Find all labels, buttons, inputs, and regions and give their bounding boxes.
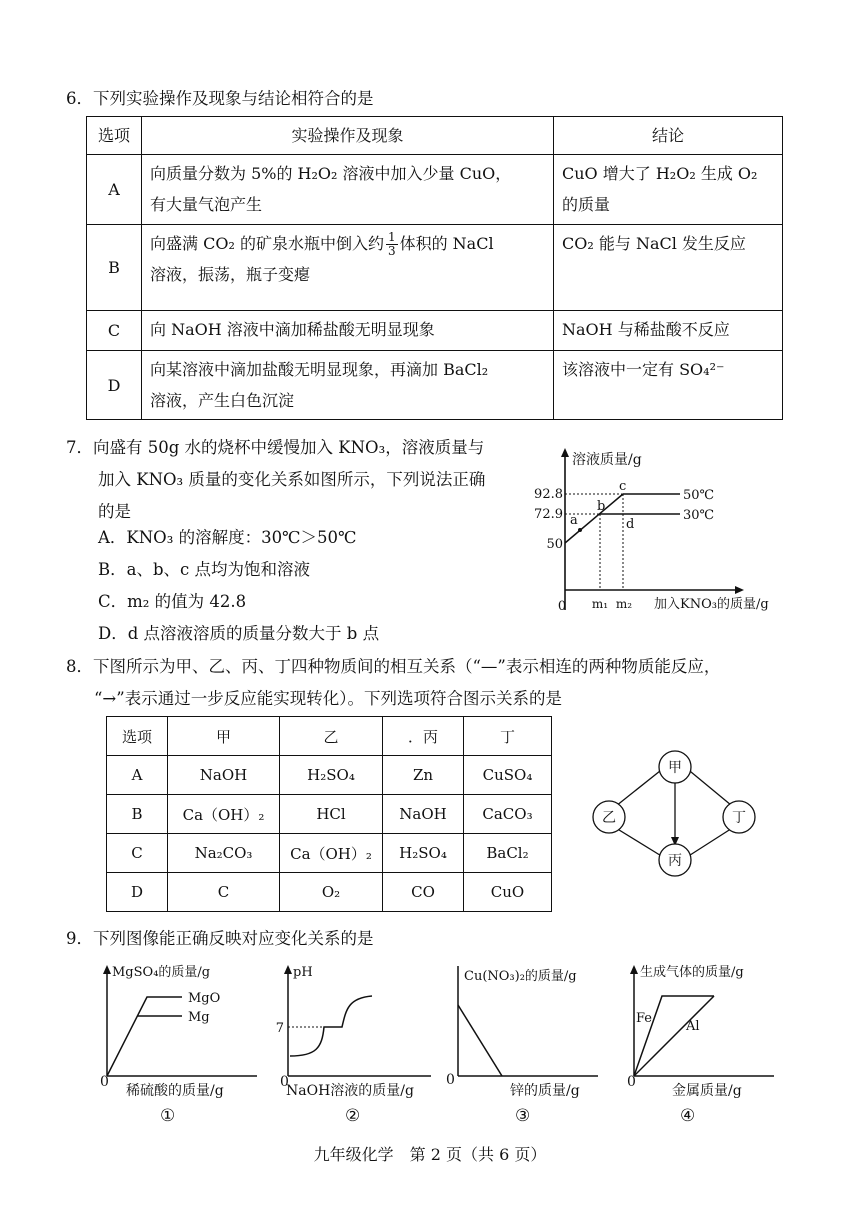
curve-al — [634, 996, 714, 1076]
y-axis-label: MgSO₄的质量/g — [112, 965, 211, 980]
decreasing-line — [458, 1005, 502, 1076]
label-mgo: MgO — [188, 991, 221, 1006]
cell: C — [107, 834, 168, 873]
q6-conclusion-d: 该溶液中一定有 SO₄²⁻ — [554, 351, 783, 420]
cell: Ca（OH）₂ — [168, 795, 280, 834]
origin-label: 0 — [100, 1074, 109, 1090]
cell: D — [107, 873, 168, 912]
ph-curve — [290, 996, 372, 1056]
q7-stem: 7．向盛有 50g 水的烧杯中缓慢加入 KNO₃，溶液质量与 加入 KNO₃ 质量的变化关系如图所示，下列说法正确 的是 — [66, 438, 486, 521]
q9-graph-4 — [624, 958, 784, 1078]
table-row — [87, 155, 783, 225]
x-axis-label: 稀硫酸的质量/g — [126, 1083, 224, 1099]
node-jia: 甲 — [668, 760, 682, 776]
y-axis-label: 生成气体的质量/g — [640, 965, 744, 980]
q6-conclusion-b: CO₂ 能与 NaCl 发生反应 — [554, 225, 783, 311]
point-d: d — [626, 517, 635, 532]
cell: HCl — [280, 795, 383, 834]
q8-stem: 8．下图所示为甲、乙、丙、丁四种物质间的相互关系（“—”表示相连的两种物质能反应， “→”表示通过一步反应能实现转化）。下列选项符合图示关系的是 — [66, 657, 721, 708]
q7-solution-graph — [520, 440, 800, 620]
q7-option-b: B．a、b、c 点均为饱和溶液 — [98, 560, 311, 579]
table-row — [87, 311, 783, 351]
origin-label: 0 — [280, 1074, 289, 1090]
q6-operation-c: 向 NaOH 溶液中滴加稀盐酸无明显现象 — [142, 311, 554, 351]
q9-graph-3 — [448, 958, 608, 1078]
x-axis-label: 金属质量/g — [672, 1083, 742, 1099]
q8-header-bing: ．丙 — [383, 717, 464, 756]
q8-relation-diagram — [585, 745, 765, 885]
cell: CO — [383, 873, 464, 912]
label-al: Al — [686, 1019, 700, 1034]
cell: CuSO₄ — [464, 756, 552, 795]
cell: Zn — [383, 756, 464, 795]
q8-header-jia: 甲 — [168, 717, 280, 756]
q6-option-c: C — [87, 311, 142, 351]
table-row — [87, 225, 783, 311]
fraction: $\frac{1}{3}$ — [387, 230, 396, 258]
q6-option-a: A — [87, 155, 142, 225]
q6-conclusion-a: CuO 增大了 H₂O₂ 生成 O₂ 的质量 — [554, 155, 783, 225]
cell: Ca（OH）₂ — [280, 834, 383, 873]
q6-operation-a: 向质量分数为 5%的 H₂O₂ 溶液中加入少量 CuO， 有大量气泡产生 — [142, 155, 554, 225]
table-row — [107, 834, 552, 873]
caption-1: ① — [160, 1106, 176, 1126]
q6-operation-b: 向盛满 CO₂ 的矿泉水瓶中倒入约 $\frac{1}{3}$ 体积的 NaCl 溶液，振荡，瓶子变瘪 — [142, 225, 554, 311]
q6-stem: 6．下列实验操作及现象与结论相符合的是 — [66, 89, 374, 108]
cell: A — [107, 756, 168, 795]
q9-graph-1 — [92, 958, 262, 1078]
y-tick-92-8: 92.8 — [534, 487, 563, 502]
q9-stem: 9．下列图像能正确反映对应变化关系的是 — [66, 929, 374, 948]
curve-mgo — [107, 997, 182, 1076]
x-axis-label: 加入KNO₃的质量/g — [654, 597, 769, 612]
q6-option-d: D — [87, 351, 142, 420]
y-tick-72-9: 72.9 — [534, 507, 563, 522]
label-50c: 50℃ — [683, 488, 715, 503]
q8-header-yi: 乙 — [280, 717, 383, 756]
y-tick-7: 7 — [276, 1021, 284, 1036]
q7-options — [98, 522, 379, 650]
cell: H₂SO₄ — [280, 756, 383, 795]
caption-2: ② — [345, 1106, 361, 1126]
x-axis-label: NaOH溶液的质量/g — [286, 1083, 414, 1099]
q6-table — [86, 116, 783, 420]
q8-header-option: 选项 — [107, 717, 168, 756]
page-footer: 九年级化学 第 2 页（共 6 页） — [313, 1145, 547, 1164]
x-tick-m1: m₁ — [591, 597, 609, 611]
label-mg: Mg — [188, 1010, 210, 1025]
q6-header-operation: 实验操作及现象 — [142, 117, 554, 155]
x-axis-label: 锌的质量/g — [510, 1083, 580, 1099]
y-axis-label: 溶液质量/g — [572, 452, 642, 468]
origin-label: 0 — [627, 1074, 636, 1090]
cell: C — [168, 873, 280, 912]
table-row — [87, 351, 783, 420]
q6-header-option: 选项 — [87, 117, 142, 155]
q6-header-conclusion: 结论 — [554, 117, 783, 155]
table-row — [107, 795, 552, 834]
node-ding: 丁 — [732, 810, 746, 826]
q6-option-b: B — [87, 225, 142, 311]
label-fe: Fe — [636, 1011, 653, 1026]
q8-header-ding: 丁 — [464, 717, 552, 756]
label-30c: 30℃ — [683, 508, 715, 523]
cell: NaOH — [383, 795, 464, 834]
cell: CuO — [464, 873, 552, 912]
node-yi: 乙 — [602, 810, 616, 826]
cell: H₂SO₄ — [383, 834, 464, 873]
cell: O₂ — [280, 873, 383, 912]
y-axis-label: pH — [293, 965, 313, 980]
y-axis-label: Cu(NO₃)₂的质量/g — [464, 969, 577, 984]
q8-table — [106, 716, 552, 912]
origin-label: 0 — [557, 599, 567, 614]
point-b: b — [597, 499, 606, 514]
caption-4: ④ — [680, 1106, 696, 1126]
cell: B — [107, 795, 168, 834]
table-row — [107, 873, 552, 912]
x-tick-m2: m₂ — [615, 597, 633, 611]
caption-3: ③ — [515, 1106, 531, 1126]
origin-label: 0 — [446, 1072, 455, 1088]
point-c: c — [619, 479, 627, 494]
q6-operation-d: 向某溶液中滴加盐酸无明显现象，再滴加 BaCl₂ 溶液，产生白色沉淀 — [142, 351, 554, 420]
q7-option-a: A．KNO₃ 的溶解度：30℃＞50℃ — [98, 528, 357, 547]
cell: Na₂CO₃ — [168, 834, 280, 873]
cell: NaOH — [168, 756, 280, 795]
q9-graph-2 — [276, 958, 436, 1078]
y-tick-50: 50 — [546, 537, 563, 552]
cell: BaCl₂ — [464, 834, 552, 873]
q7-option-d: D．d 点溶液溶质的质量分数大于 b 点 — [98, 624, 380, 643]
node-bing: 丙 — [668, 853, 682, 869]
cell: CaCO₃ — [464, 795, 552, 834]
q7-option-c: C．m₂ 的值为 42.8 — [98, 592, 247, 611]
q6-conclusion-c: NaOH 与稀盐酸不反应 — [554, 311, 783, 351]
table-row — [107, 756, 552, 795]
point-a: a — [570, 513, 578, 528]
